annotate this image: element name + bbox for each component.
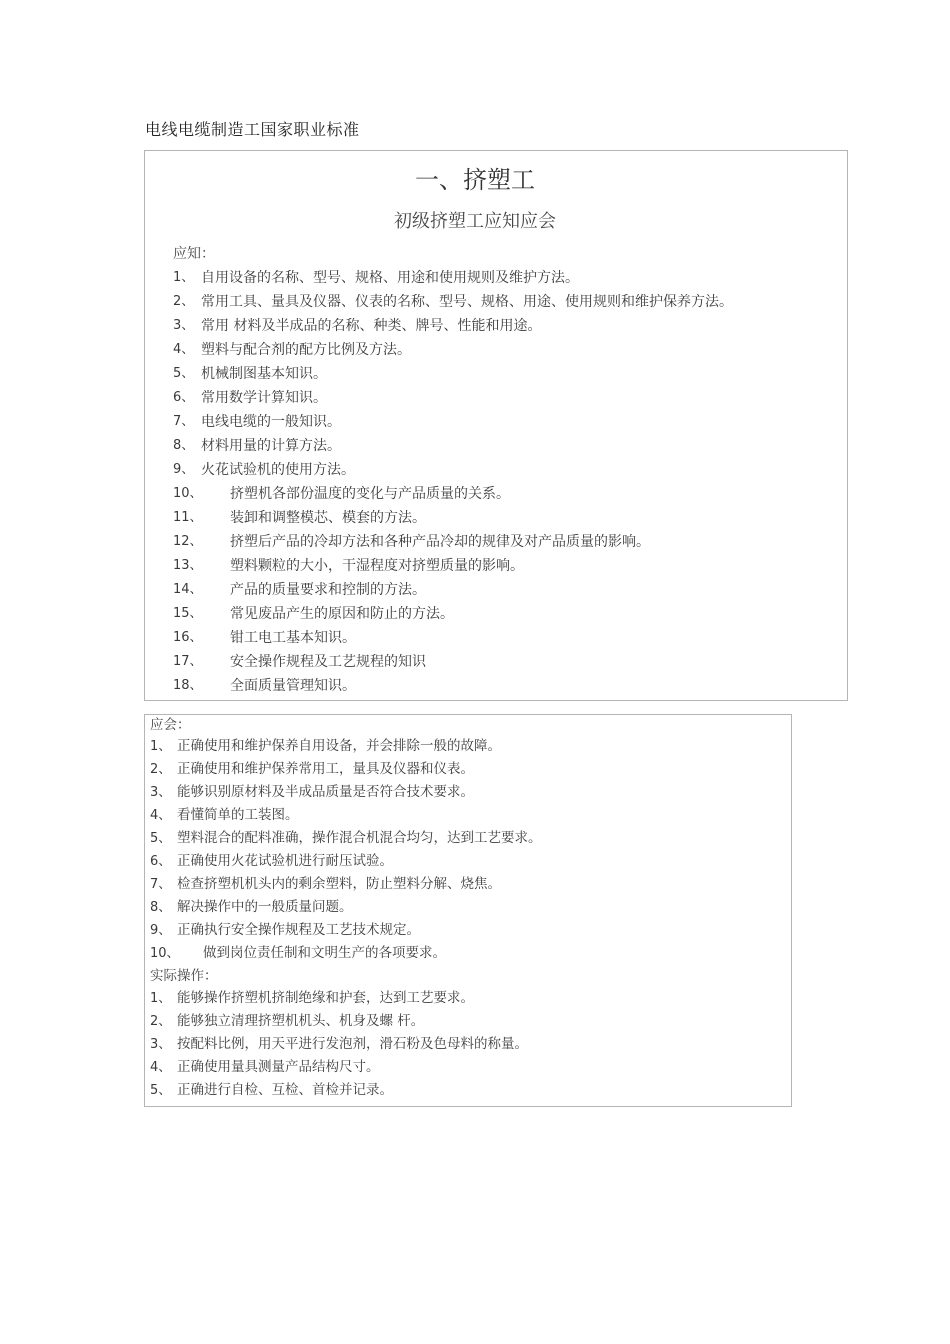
item-number: 9、 [150,923,172,938]
item-text: 正确执行安全操作规程及工艺技术规定。 [177,922,420,938]
item-text: 常用数学计算知识。 [201,390,327,406]
item-number: 2、 [173,294,195,309]
item-number: 9、 [173,462,195,477]
item-number: 4、 [150,808,172,823]
item-text: 常用 材料及半成品的名称、种类、牌号、性能和用途。 [201,318,542,334]
item-text: 做到岗位责任制和文明生产的各项要求。 [203,945,446,961]
section-heading: 一、挤塑工 [415,166,535,194]
item-number: 10、 [150,946,180,961]
item-text: 能够操作挤塑机挤制绝缘和护套，达到工艺要求。 [177,990,474,1006]
item-text: 挤塑机各部份温度的变化与产品质量的关系。 [230,486,510,502]
item-number: 2、 [150,1014,172,1029]
item-number: 11、 [173,510,203,525]
item-number: 8、 [150,900,172,915]
item-text: 机械制图基本知识。 [201,366,327,382]
section-subheading: 初级挤塑工应知应会 [394,211,556,232]
item-number: 6、 [173,390,195,405]
item-number: 4、 [150,1060,172,1075]
item-text: 正确使用和维护保养自用设备，并会排除一般的故障。 [177,738,501,754]
item-number: 1、 [150,739,172,754]
item-number: 1、 [173,270,195,285]
item-text: 正确进行自检、互检、首检并记录。 [177,1082,393,1098]
item-text: 能够识别原材料及半成品质量是否符合技术要求。 [177,784,474,800]
item-text: 电线电缆的一般知识。 [201,414,341,430]
practice-label: 实际操作： [150,968,218,984]
item-number: 5、 [150,1083,172,1098]
item-number: 10、 [173,486,203,501]
item-text: 全面质量管理知识。 [230,678,356,694]
item-number: 6、 [150,854,172,869]
item-text: 塑料与配合剂的配方比例及方法。 [201,342,411,358]
item-text: 塑料颗粒的大小，干湿程度对挤塑质量的影响。 [230,558,524,574]
item-text: 自用设备的名称、型号、规格、用途和使用规则及维护方法。 [201,270,579,286]
item-number: 13、 [173,558,203,573]
item-number: 15、 [173,606,203,621]
item-text: 看懂简单的工装图。 [177,807,299,823]
item-number: 18、 [173,678,203,693]
item-text: 塑料混合的配料准确，操作混合机混合均匀，达到工艺要求。 [177,830,542,846]
item-text: 产品的质量要求和控制的方法。 [230,582,426,598]
item-number: 8、 [173,438,195,453]
item-number: 3、 [150,1037,172,1052]
do-label: 应会： [150,717,191,733]
item-number: 3、 [173,318,195,333]
item-number: 16、 [173,630,203,645]
item-text: 正确使用火花试验机进行耐压试验。 [177,853,393,869]
item-number: 5、 [150,831,172,846]
item-text: 检查挤塑机机头内的剩余塑料，防止塑料分解、烧焦。 [177,876,501,892]
document-title: 电线电缆制造工国家职业标准 [145,120,360,139]
item-text: 按配料比例，用天平进行发泡剂，滑石粉及色母料的称量。 [177,1036,528,1052]
item-text: 钳工电工基本知识。 [230,630,356,646]
item-text: 装卸和调整模芯、模套的方法。 [230,510,426,526]
item-text: 正确使用和维护保养常用工，量具及仪器和仪表。 [177,761,474,777]
item-text: 解决操作中的一般质量问题。 [177,899,353,915]
item-text: 挤塑后产品的冷却方法和各种产品冷却的规律及对产品质量的影响。 [230,534,650,550]
item-text: 安全操作规程及工艺规程的知识 [230,654,426,670]
item-text: 能够独立清理挤塑机机头、机身及螺 杆。 [177,1013,425,1029]
item-text: 正确使用量具测量产品结构尺寸。 [177,1059,380,1075]
item-text: 材料用量的计算方法。 [201,438,341,454]
item-number: 4、 [173,342,195,357]
item-number: 5、 [173,366,195,381]
item-number: 7、 [150,877,172,892]
item-number: 7、 [173,414,195,429]
know-label: 应知： [173,246,215,262]
item-text: 火花试验机的使用方法。 [201,462,355,478]
item-number: 14、 [173,582,203,597]
item-text: 常用工具、量具及仪器、仪表的名称、型号、规格、用途、使用规则和维护保养方法。 [201,294,733,310]
item-number: 2、 [150,762,172,777]
item-number: 17、 [173,654,203,669]
item-number: 3、 [150,785,172,800]
item-text: 常见废品产生的原因和防止的方法。 [230,606,454,622]
item-number: 12、 [173,534,203,549]
item-number: 1、 [150,991,172,1006]
